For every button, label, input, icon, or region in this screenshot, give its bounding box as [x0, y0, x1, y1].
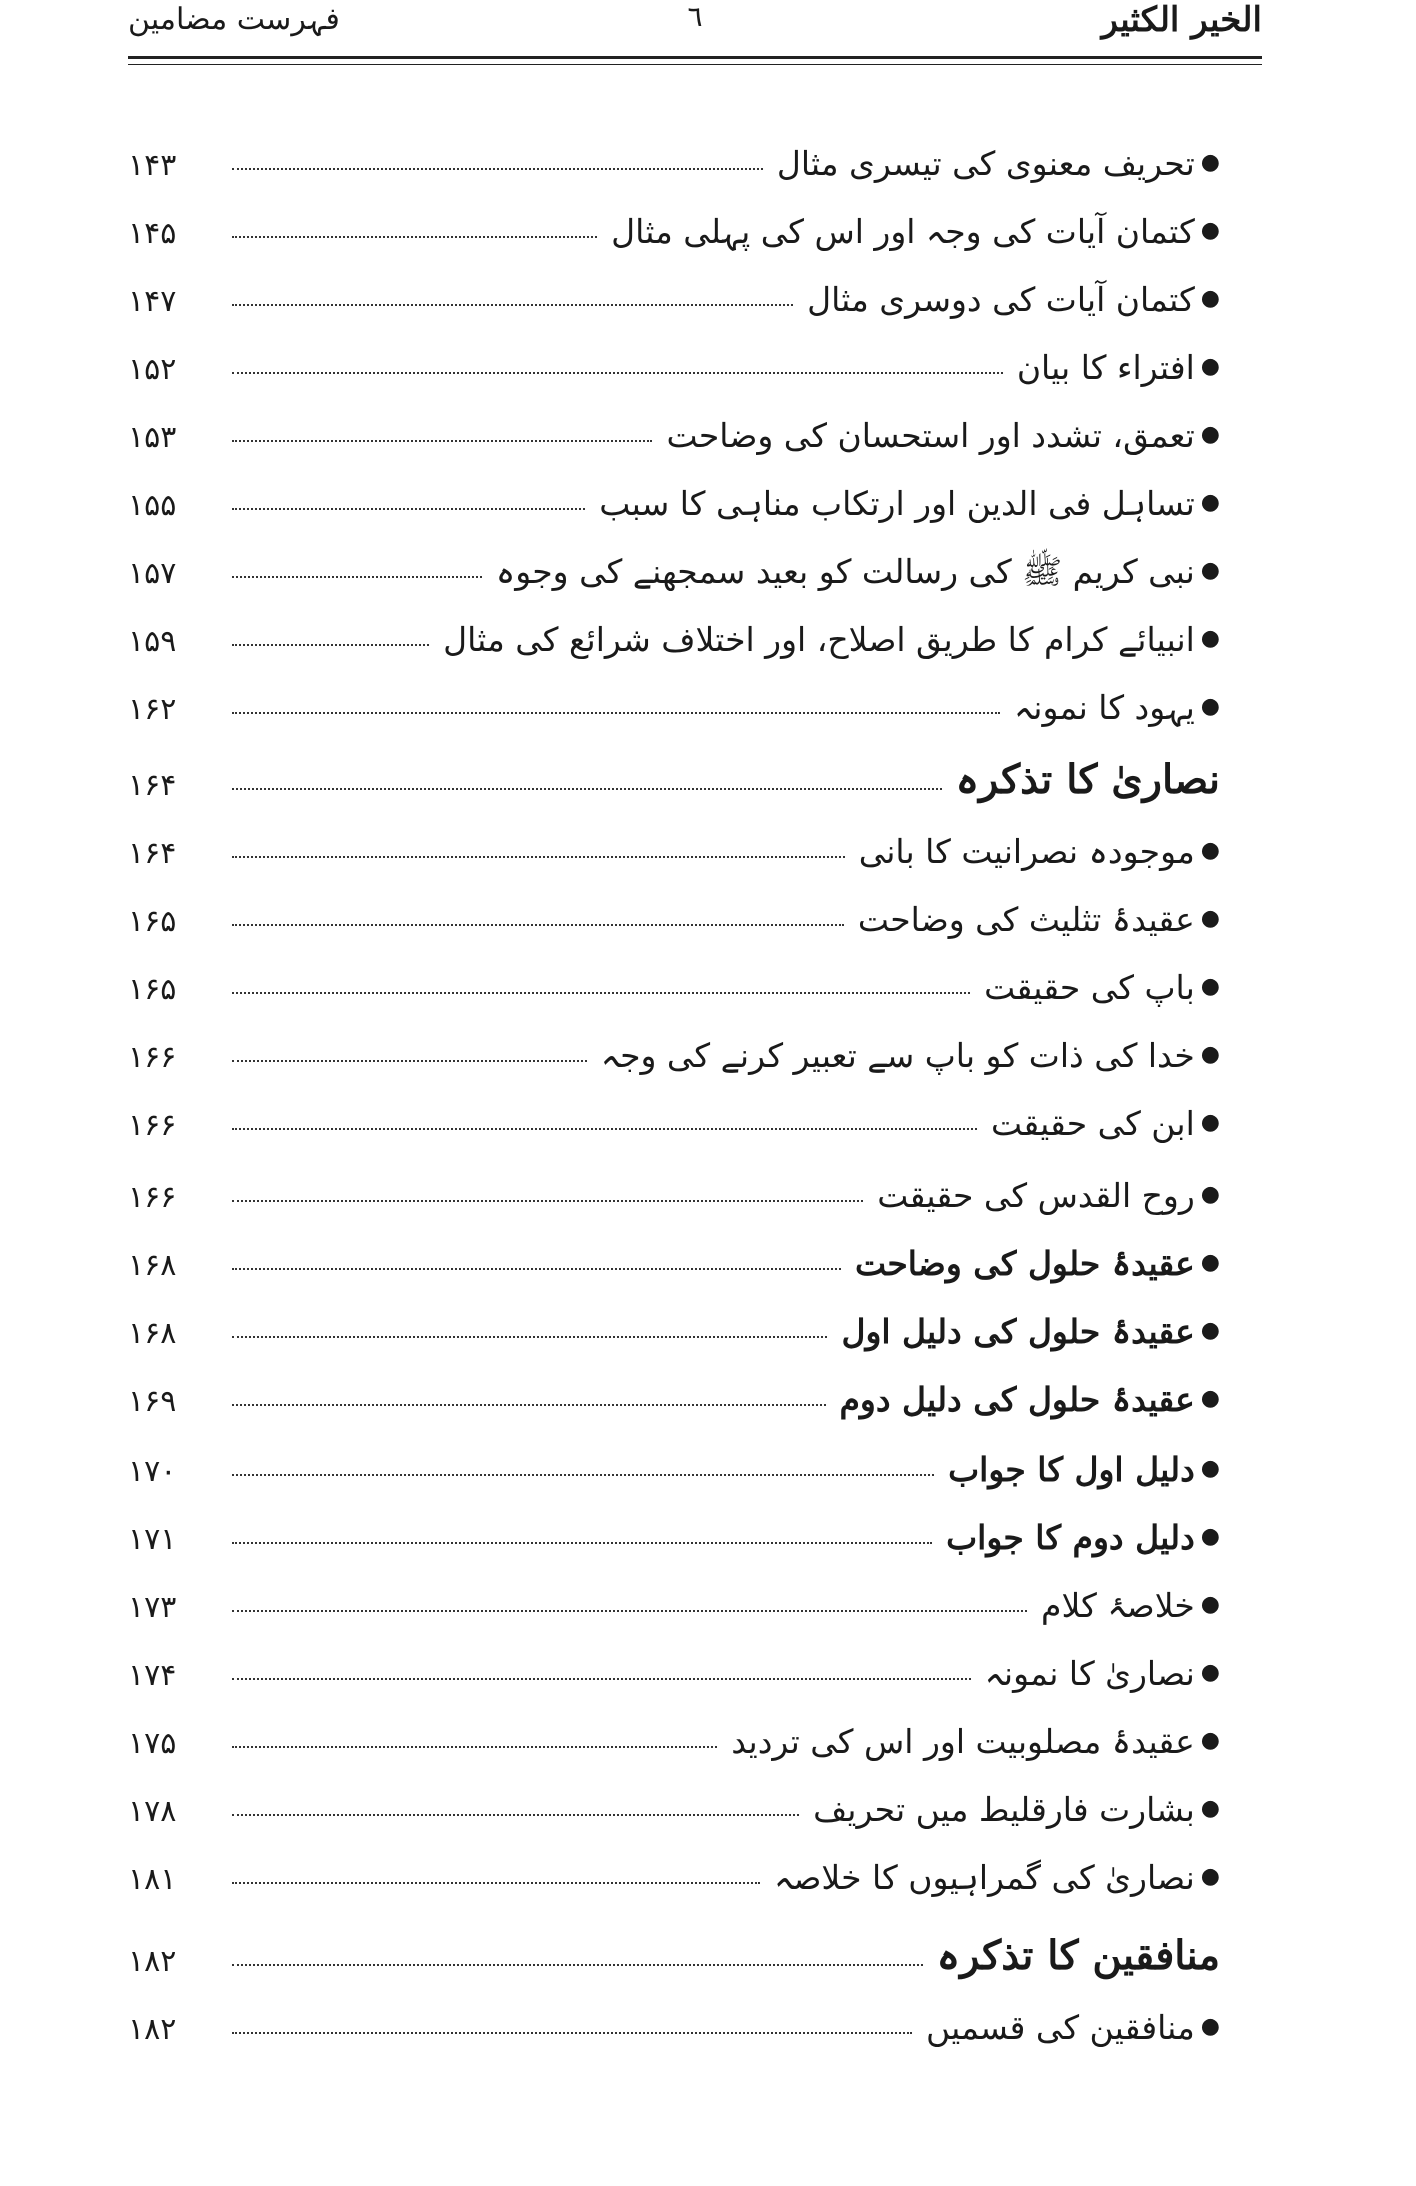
toc-entry-page: ۱۴۷ [128, 284, 177, 319]
toc-entry [128, 1364, 1220, 1420]
book-title: الخیر الکثیر [1101, 0, 1262, 40]
toc-entry-page: ۱۸۲ [128, 1944, 177, 1979]
bullet-icon: ● [1200, 1386, 1220, 1411]
bullet-icon: ● [1200, 354, 1220, 379]
bullet-icon: ● [1200, 1864, 1220, 1889]
toc-entry [128, 128, 1220, 184]
toc-entry [128, 748, 1220, 804]
toc-entry-title: دلیل دوم کا جواب [946, 1518, 1195, 1558]
toc-entry-page: ۱۶۶ [128, 1180, 177, 1215]
toc-entry-page: ۱۶۵ [128, 904, 177, 939]
bullet-icon: ● [1200, 558, 1220, 583]
toc-entry-page: ۱۵۲ [128, 352, 177, 387]
toc-entry-page: ۱۶۶ [128, 1108, 177, 1143]
toc-entry-page: ۱۴۵ [128, 216, 177, 251]
bullet-icon: ● [1200, 490, 1220, 515]
bullet-icon: ● [1200, 218, 1220, 243]
toc-entry-page: ۱۵۷ [128, 556, 177, 591]
toc-entry [128, 1992, 1220, 2048]
dot-leader [232, 1336, 827, 1338]
toc-entry [128, 1296, 1220, 1352]
bullet-icon: ● [1200, 150, 1220, 175]
dot-leader [232, 168, 763, 170]
dot-leader [232, 304, 793, 306]
toc-entry-page: ۱۷۳ [128, 1590, 177, 1625]
bullet-icon: ● [1200, 1182, 1220, 1207]
toc-entry [128, 672, 1220, 728]
dot-leader [232, 1610, 1027, 1612]
toc-entry-page: ۱۶۴ [128, 768, 177, 803]
page-header [128, 0, 1262, 40]
toc-entry [128, 1924, 1220, 1980]
bullet-icon: ● [1200, 1592, 1220, 1617]
toc-entry-title: کتمان آیات کی وجہ اور اس کی پہلی مثال [611, 212, 1195, 252]
bullet-icon: ● [1200, 1250, 1220, 1275]
bullet-icon: ● [1200, 1042, 1220, 1067]
dot-leader [232, 1678, 971, 1680]
section-title: فہرست مضامین [128, 2, 340, 37]
toc-entry-title: نصاریٰ کا تذکرہ [955, 756, 1220, 803]
bullet-icon: ● [1200, 626, 1220, 651]
bullet-icon: ● [1200, 422, 1220, 447]
toc-entry-title: دلیل اول کا جواب [948, 1450, 1195, 1490]
toc-entry-title: روح القدس کی حقیقت [877, 1176, 1195, 1216]
toc-entry-title: عقیدۂ حلول کی وضاحت [854, 1244, 1195, 1284]
dot-leader [232, 576, 482, 578]
toc-entry [128, 468, 1220, 524]
dot-leader [232, 924, 844, 926]
toc-entry [128, 1842, 1220, 1898]
bullet-icon: ● [1200, 838, 1220, 863]
toc-entry-page: ۱۷۱ [128, 1522, 177, 1557]
toc-entry-title: عقیدۂ حلول کی دلیل اول [841, 1312, 1195, 1352]
dot-leader [232, 1268, 841, 1270]
toc-entry-page: ۱۷۵ [128, 1726, 177, 1761]
toc-entry-title: موجودہ نصرانیت کا بانی [858, 832, 1195, 872]
bullet-icon: ● [1200, 974, 1220, 999]
dot-leader [232, 856, 845, 858]
bullet-icon: ● [1200, 1796, 1220, 1821]
dot-leader [232, 1964, 923, 1966]
toc-entry-title: خدا کی ذات کو باپ سے تعبیر کرنے کی وجہ [600, 1036, 1195, 1076]
toc-entry [128, 536, 1220, 592]
toc-entry-title: منافقین کا تذکرہ [936, 1932, 1220, 1979]
bullet-icon: ● [1200, 1524, 1220, 1549]
toc-entry-title: تساہل فی الدین اور ارتکاب مناہی کا سبب [599, 484, 1195, 524]
toc-entry-title: باپ کی حقیقت [984, 968, 1195, 1008]
toc-entry-title: کتمان آیات کی دوسری مثال [807, 280, 1195, 320]
bullet-icon: ● [1200, 1318, 1220, 1343]
toc-entry-title: تعمق، تشدد اور استحسان کی وضاحت [666, 416, 1195, 456]
toc-entry-title: نصاریٰ کی گمراہیوں کا خلاصہ [774, 1858, 1195, 1898]
toc-entry-page: ۱۶۸ [128, 1316, 177, 1351]
toc-entry-page: ۱۶۵ [128, 972, 177, 1007]
toc-entry [128, 264, 1220, 320]
toc-entry [128, 816, 1220, 872]
page-number: ٦ [687, 0, 703, 33]
toc-entry-title: نبی کریم ﷺ کی رسالت کو بعید سمجھنے کی وجوہ [495, 552, 1195, 592]
toc-entry-page: ۱۷۴ [128, 1658, 177, 1693]
toc-entry-title: بشارت فارقلیط میں تحریف [813, 1790, 1195, 1830]
toc-entry-page: ۱۶۹ [128, 1384, 177, 1419]
toc-entry [128, 1774, 1220, 1830]
toc-entry-title: نصاریٰ کا نمونہ [984, 1654, 1195, 1694]
dot-leader [232, 1060, 587, 1062]
toc-entry-page: ۱۶۸ [128, 1248, 177, 1283]
toc-entry-title: ابن کی حقیقت [990, 1104, 1195, 1144]
toc-entry [128, 1502, 1220, 1558]
bullet-icon: ● [1200, 2014, 1220, 2039]
toc-entry-page: ۱۶۴ [128, 836, 177, 871]
toc-entry-page: ۱۶۶ [128, 1040, 177, 1075]
toc-entry [128, 196, 1220, 252]
header-rule-thin [128, 64, 1262, 65]
bullet-icon: ● [1200, 1456, 1220, 1481]
toc-entry-page: ۱۵۵ [128, 488, 177, 523]
dot-leader [232, 2032, 912, 2034]
toc-entry-title: عقیدۂ حلول کی دلیل دوم [839, 1380, 1195, 1420]
dot-leader [232, 1200, 863, 1202]
dot-leader [232, 1814, 799, 1816]
dot-leader [232, 440, 652, 442]
toc-entry-page: ۱۸۱ [128, 1862, 177, 1897]
toc-entry-title: عقیدۂ مصلوبیت اور اس کی تردید [731, 1722, 1195, 1762]
dot-leader [232, 1746, 717, 1748]
toc-entry-page: ۱۷۸ [128, 1794, 177, 1829]
toc-entry [128, 604, 1220, 660]
toc-entry [128, 1020, 1220, 1076]
toc-entry-page: ۱۶۲ [128, 692, 177, 727]
bullet-icon: ● [1200, 906, 1220, 931]
header-rule-thick [128, 56, 1262, 59]
toc-entry [128, 1638, 1220, 1694]
toc-entry-title: عقیدۂ تثلیث کی وضاحت [857, 900, 1195, 940]
dot-leader [232, 1404, 826, 1406]
dot-leader [232, 372, 1003, 374]
toc-entry [128, 1088, 1220, 1144]
toc-entry-title: افتراء کا بیان [1016, 348, 1195, 388]
bullet-icon: ● [1200, 1660, 1220, 1685]
toc-entry-page: ۱۵۳ [128, 420, 177, 455]
toc-entry-title: منافقین کی قسمیں [925, 2008, 1195, 2048]
toc-entry [128, 884, 1220, 940]
toc-entry [128, 332, 1220, 388]
toc-entry [128, 400, 1220, 456]
dot-leader [232, 644, 429, 646]
bullet-icon: ● [1200, 1728, 1220, 1753]
toc-entry [128, 1160, 1220, 1216]
toc-entry [128, 1228, 1220, 1284]
dot-leader [232, 236, 597, 238]
bullet-icon: ● [1200, 694, 1220, 719]
bullet-icon: ● [1200, 286, 1220, 311]
dot-leader [232, 1474, 934, 1476]
toc-entry [128, 1570, 1220, 1626]
toc-entry-page: ۱۷۰ [128, 1454, 177, 1489]
dot-leader [232, 1882, 760, 1884]
toc-entry [128, 952, 1220, 1008]
dot-leader [232, 1128, 977, 1130]
dot-leader [232, 1542, 932, 1544]
bullet-icon: ● [1200, 1110, 1220, 1135]
dot-leader [232, 992, 970, 994]
toc-entry [128, 1434, 1220, 1490]
toc-entry-title: خلاصۂ کلام [1041, 1586, 1195, 1626]
dot-leader [232, 508, 585, 510]
toc-entry-title: یہود کا نمونہ [1013, 688, 1195, 728]
toc-entry-title: تحریف معنوی کی تیسری مثال [776, 144, 1195, 184]
toc-entry-title: انبیائے کرام کا طریق اصلاح، اور اختلاف شرائع کی مثال [443, 620, 1195, 660]
toc-entry-page: ۱۵۹ [128, 624, 177, 659]
toc-entry-page: ۱۸۲ [128, 2012, 177, 2047]
toc-entry-page: ۱۴۳ [128, 148, 177, 183]
dot-leader [232, 712, 1000, 714]
toc-entry [128, 1706, 1220, 1762]
dot-leader [232, 788, 942, 790]
